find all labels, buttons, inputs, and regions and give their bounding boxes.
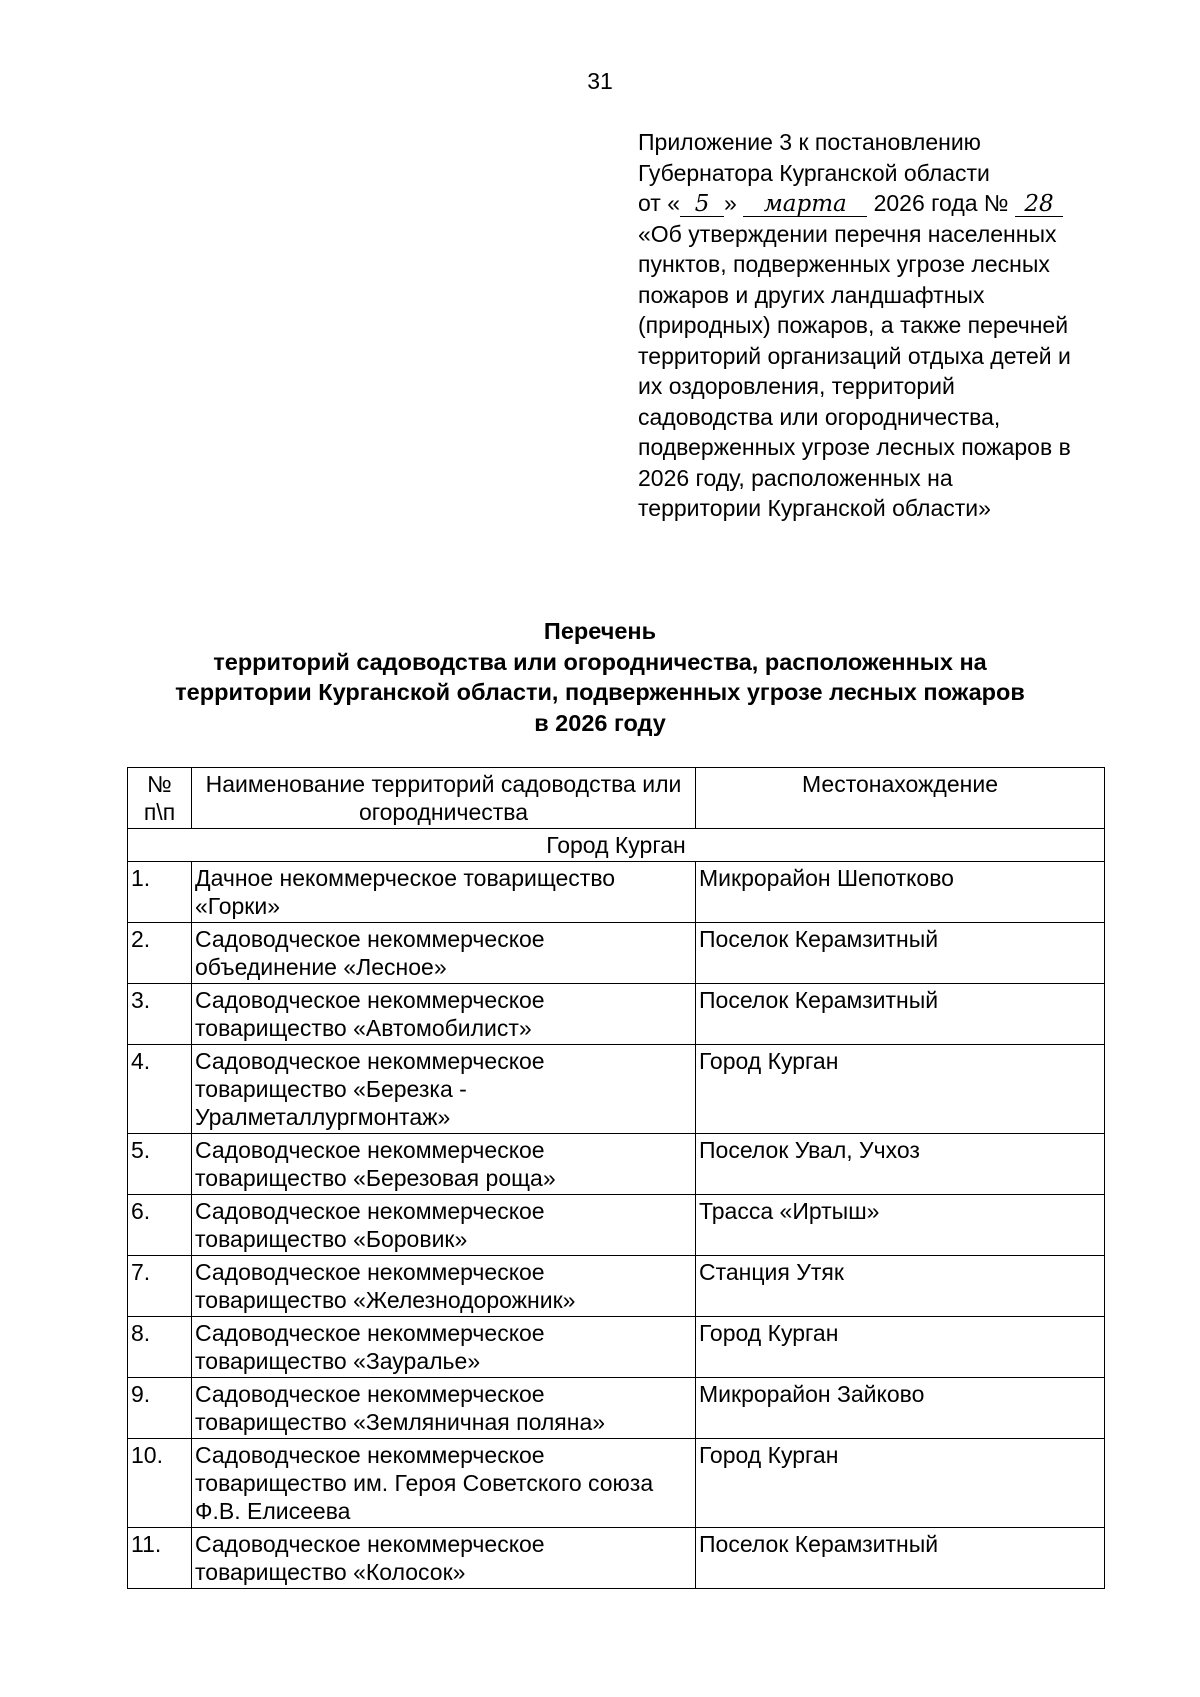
row-number: 4. [128, 1045, 192, 1134]
section-row [128, 829, 1105, 862]
row-name: Садоводческое некоммерческое товарищество «Железнодорожник» [192, 1256, 696, 1317]
table-row [128, 923, 1105, 984]
page-number: 31 [587, 68, 613, 94]
row-name: Садоводческое некоммерческое товарищество «Автомобилист» [192, 984, 696, 1045]
table-row [128, 1256, 1105, 1317]
appendix-line: 2026 году, расположенных на [638, 464, 953, 491]
row-name: Садоводческое некоммерческое товарищество «Зауралье» [192, 1317, 696, 1378]
row-number: 9. [128, 1378, 192, 1439]
territories-table [127, 767, 1105, 1589]
row-location: Поселок Керамзитный [696, 984, 1105, 1045]
row-name: Садоводческое некоммерческое товарищество «Березовая роща» [192, 1134, 696, 1195]
row-number: 3. [128, 984, 192, 1045]
table-row [128, 1378, 1105, 1439]
document-title [0, 616, 1200, 738]
row-name: Садоводческое некоммерческое товарищество им. Героя Советского союза Ф.В. Елисеева [192, 1439, 696, 1528]
row-location: Поселок Увал, Учхоз [696, 1134, 1105, 1195]
row-number: 11. [128, 1528, 192, 1589]
table-row [128, 1317, 1105, 1378]
row-location: Поселок Керамзитный [696, 923, 1105, 984]
title-line: в 2026 году [534, 709, 666, 736]
appendix-line: (природных) пожаров, а также перечней [638, 312, 1069, 338]
appendix-line: подверженных угрозе лесных пожаров в [638, 434, 1071, 460]
appendix-line: территорий организаций отдыха детей и [638, 342, 1071, 369]
row-name: Садоводческое некоммерческое товарищество «Березка - Уралметаллургмонтаж» [192, 1045, 696, 1134]
row-location: Микрорайон Зайково [696, 1378, 1105, 1439]
section-label: Город Курган [128, 829, 1105, 862]
header-location: Местонахождение [696, 768, 1105, 829]
title-line: Перечень [543, 618, 657, 644]
row-location: Микрорайон Шепотково [696, 862, 1105, 923]
table-row [128, 1045, 1105, 1134]
date-year: 2026 года № [873, 190, 1009, 216]
header-number: № п\п [128, 768, 192, 829]
date-mid: » [724, 190, 737, 216]
row-location: Поселок Керамзитный [696, 1528, 1105, 1589]
row-name: Садоводческое некоммерческое товарищество «Колосок» [192, 1528, 696, 1589]
row-name: Садоводческое некоммерческое товарищество «Боровик» [192, 1195, 696, 1256]
row-location: Трасса «Иртыш» [696, 1195, 1105, 1256]
row-number: 8. [128, 1317, 192, 1378]
row-number: 1. [128, 862, 192, 923]
appendix-line: территории Курганской области» [638, 495, 991, 521]
table-row [128, 862, 1105, 923]
appendix-line: пунктов, подверженных угрозе лесных [638, 251, 1050, 277]
appendix-block [638, 127, 1158, 524]
row-location: Город Курган [696, 1045, 1105, 1134]
appendix-line: садоводства или огородничества, [638, 403, 1001, 430]
row-number: 10. [128, 1439, 192, 1528]
appendix-line: пожаров и других ландшафтных [638, 281, 985, 308]
handwritten-day: 5 [680, 192, 724, 217]
row-name: Дачное некоммерческое товарищество «Горки» [192, 862, 696, 923]
title-line: территорий садоводства или огородничества, расположенных на [213, 648, 987, 675]
row-number: 6. [128, 1195, 192, 1256]
table-row [128, 1195, 1105, 1256]
row-number: 2. [128, 923, 192, 984]
row-location: Город Курган [696, 1439, 1105, 1528]
table-row [128, 984, 1105, 1045]
row-location: Город Курган [696, 1317, 1105, 1378]
row-number: 5. [128, 1134, 192, 1195]
row-number: 7. [128, 1256, 192, 1317]
date-prefix: от « [638, 190, 681, 216]
table-row [128, 1439, 1105, 1528]
handwritten-number: 28 [1015, 192, 1063, 217]
title-line: территории Курганской области, подверженных угрозе лесных пожаров [175, 679, 1025, 705]
table-header-row [128, 768, 1105, 829]
handwritten-month: марта [743, 192, 867, 217]
appendix-date-line [638, 188, 1158, 219]
header-name: Наименование территорий садоводства или огородничества [192, 768, 696, 829]
table-row [128, 1528, 1105, 1589]
table-row [128, 1134, 1105, 1195]
appendix-line: Приложение 3 к постановлению [638, 129, 981, 155]
row-name: Садоводческое некоммерческое товарищество «Земляничная поляна» [192, 1378, 696, 1439]
row-location: Станция Утяк [696, 1256, 1105, 1317]
row-name: Садоводческое некоммерческое объединение «Лесное» [192, 923, 696, 984]
appendix-line: их оздоровления, территорий [638, 373, 955, 399]
appendix-line: Губернатора Курганской области [638, 159, 990, 186]
appendix-line: «Об утверждении перечня населенных [638, 220, 1057, 247]
